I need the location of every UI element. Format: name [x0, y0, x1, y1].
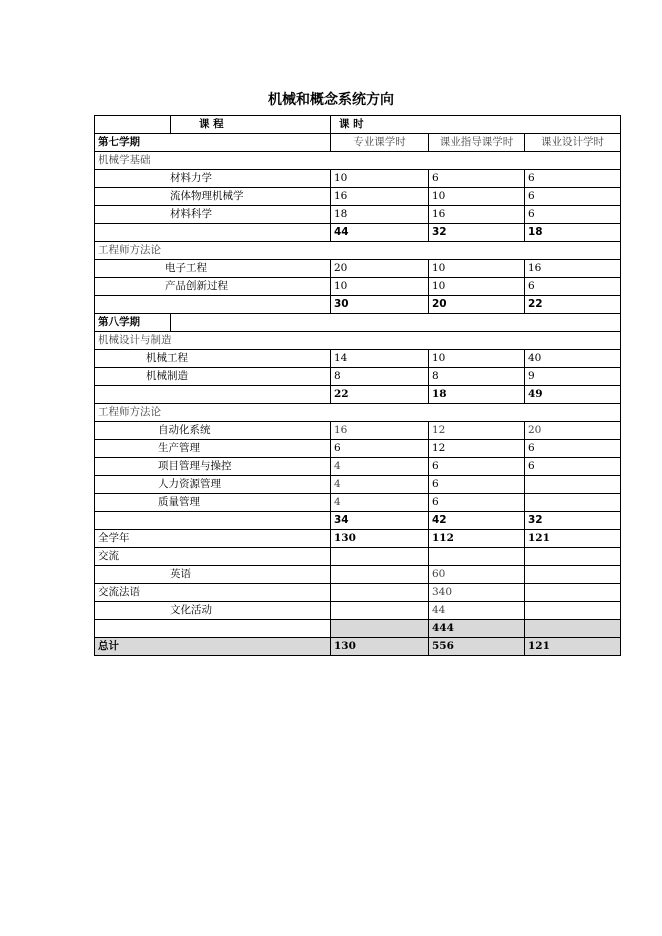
course-row: [95, 494, 621, 512]
tutorial-hours: 6: [429, 494, 525, 512]
course-row: [95, 440, 621, 458]
course-name: 英语: [95, 566, 331, 584]
exchange-label: 交流: [95, 548, 331, 566]
subtotal-tutorial: 20: [429, 296, 525, 314]
design-hours: 20: [525, 422, 621, 440]
course-row: [95, 368, 621, 386]
course-name: 机械制造: [95, 368, 331, 386]
group-row: [95, 242, 621, 260]
lecture-hours: 18: [331, 206, 429, 224]
subtotal-row: [95, 512, 621, 530]
tutorial-hours: 12: [429, 440, 525, 458]
course-name: 生产管理: [95, 440, 331, 458]
course-row: [95, 476, 621, 494]
exchange-french-label: 交流法语: [95, 584, 331, 602]
total-lecture: 130: [331, 638, 429, 656]
col-header-design: 课业设计学时: [525, 134, 621, 152]
course-name: 电子工程: [95, 260, 331, 278]
total-tutorial: 556: [429, 638, 525, 656]
design-hours: 9: [525, 368, 621, 386]
lecture-hours: 16: [331, 422, 429, 440]
group-label: 机械学基础: [95, 152, 621, 170]
course-name: 流体物理机械学: [95, 188, 331, 206]
lecture-hours: 20: [331, 260, 429, 278]
exchange-subtotal: 444: [429, 620, 525, 638]
course-name: 材料科学: [95, 206, 331, 224]
course-name: 人力资源管理: [95, 476, 331, 494]
exchange-row: [95, 548, 621, 566]
course-name: 材料力学: [95, 170, 331, 188]
course-row: [95, 206, 621, 224]
tutorial-hours: 44: [429, 602, 525, 620]
course-name: 自动化系统: [95, 422, 331, 440]
subtotal-row: [95, 386, 621, 404]
design-hours: 40: [525, 350, 621, 368]
lecture-hours: 6: [331, 440, 429, 458]
course-row: [95, 602, 621, 620]
subtotal-lecture: 44: [331, 224, 429, 242]
lecture-hours: 4: [331, 458, 429, 476]
tutorial-hours: 10: [429, 350, 525, 368]
course-row: [95, 260, 621, 278]
subtotal-lecture: 22: [331, 386, 429, 404]
design-hours: 6: [525, 440, 621, 458]
subtotal-lecture: 30: [331, 296, 429, 314]
exchange-french-row: [95, 584, 621, 602]
subtotal-design: 49: [525, 386, 621, 404]
total-label: 总计: [95, 638, 331, 656]
course-name: 文化活动: [95, 602, 331, 620]
semester-7-row: [95, 134, 621, 152]
design-hours: 6: [525, 188, 621, 206]
grand-total-row: [95, 638, 621, 656]
lecture-hours: 8: [331, 368, 429, 386]
semester-8-label: 第八学期: [95, 314, 171, 332]
group-label: 工程师方法论: [95, 404, 621, 422]
lecture-hours: 10: [331, 278, 429, 296]
tutorial-hours: 10: [429, 260, 525, 278]
lecture-hours: 10: [331, 170, 429, 188]
design-hours: 6: [525, 458, 621, 476]
course-row: [95, 422, 621, 440]
tutorial-hours: 10: [429, 278, 525, 296]
tutorial-hours: 16: [429, 206, 525, 224]
design-hours: 6: [525, 170, 621, 188]
course-row: [95, 188, 621, 206]
group-row: [95, 332, 621, 350]
subtotal-design: 18: [525, 224, 621, 242]
course-row: [95, 350, 621, 368]
page-title: 机械和概念系统方向: [268, 92, 394, 108]
col-header-tutorial: 课业指导课学时: [429, 134, 525, 152]
curriculum-table: [94, 115, 621, 656]
lecture-hours: 14: [331, 350, 429, 368]
subtotal-design: 32: [525, 512, 621, 530]
group-row: [95, 152, 621, 170]
course-header: 课 程: [171, 116, 331, 134]
lecture-hours: 16: [331, 188, 429, 206]
hours-header: 课 时: [331, 116, 621, 134]
design-hours: 6: [525, 206, 621, 224]
design-hours: 6: [525, 278, 621, 296]
subtotal-design: 22: [525, 296, 621, 314]
group-label: 机械设计与制造: [95, 332, 621, 350]
tutorial-hours: 340: [429, 584, 525, 602]
tutorial-hours: 8: [429, 368, 525, 386]
course-name: 产品创新过程: [95, 278, 331, 296]
course-row: [95, 458, 621, 476]
lecture-hours: 4: [331, 494, 429, 512]
subtotal-tutorial: 32: [429, 224, 525, 242]
tutorial-hours: 6: [429, 458, 525, 476]
year-label: 全学年: [95, 530, 331, 548]
course-name: 项目管理与操控: [95, 458, 331, 476]
course-row: [95, 278, 621, 296]
header-row: [95, 116, 621, 134]
subtotal-row: [95, 224, 621, 242]
subtotal-row: [95, 296, 621, 314]
design-hours: [525, 494, 621, 512]
total-design: 121: [525, 638, 621, 656]
year-tutorial: 112: [429, 530, 525, 548]
course-row: [95, 566, 621, 584]
subtotal-tutorial: 42: [429, 512, 525, 530]
year-lecture: 130: [331, 530, 429, 548]
subtotal-row: [95, 620, 621, 638]
subtotal-lecture: 34: [331, 512, 429, 530]
lecture-hours: 4: [331, 476, 429, 494]
tutorial-hours: 6: [429, 170, 525, 188]
year-total-row: [95, 530, 621, 548]
course-row: [95, 170, 621, 188]
tutorial-hours: 6: [429, 476, 525, 494]
tutorial-hours: 10: [429, 188, 525, 206]
design-hours: [525, 476, 621, 494]
subtotal-tutorial: 18: [429, 386, 525, 404]
tutorial-hours: 60: [429, 566, 525, 584]
design-hours: 16: [525, 260, 621, 278]
group-label: 工程师方法论: [95, 242, 621, 260]
course-name: 机械工程: [95, 350, 331, 368]
tutorial-hours: 12: [429, 422, 525, 440]
course-name: 质量管理: [95, 494, 331, 512]
semester-8-row: [95, 314, 621, 332]
group-row: [95, 404, 621, 422]
year-design: 121: [525, 530, 621, 548]
semester-7-label: 第七学期: [95, 134, 331, 152]
col-header-lecture: 专业课学时: [331, 134, 429, 152]
